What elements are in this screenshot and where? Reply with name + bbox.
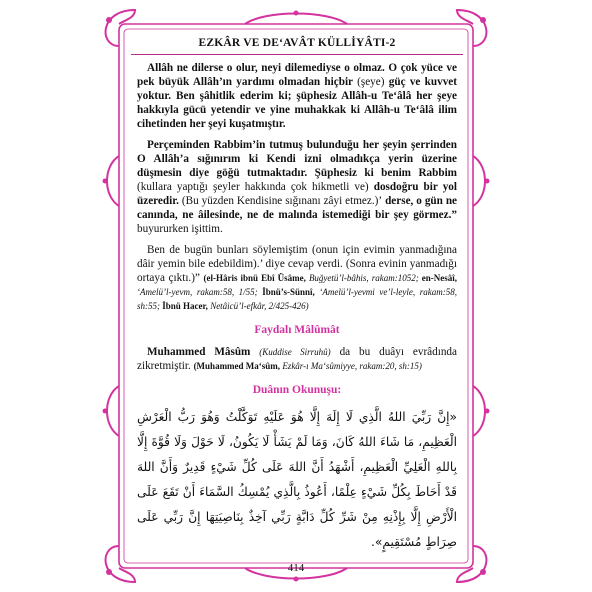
paragraph-malumat: Muhammed Mâsûm (Kuddise Sirruhû) da bu duâyı evrâdında zikretmiştir. (Muhammed Ma‘sûm, Ezkâr-ı Ma‘sûmiyye, rakam:20, sh:15) (137, 346, 457, 372)
paragraph-3: Ben de bugün bunları söylemiştim (onun için evimin yanmadığına dâir yemin bile edebildim).’ diye cevap verdi. (Sonra evinin yanmadığı ortaya çıktı.)” (el-Hâris ibnü Ebî Üsâme, Buğyetü’l-bâhis, rakam:1052; en-Nesâî, ‘Amelü’l-yevm, rakam:58, 1/55; İbnü’s-Sünnî, ‘Amelü’l-yevmi ve’l-leyle, rakam:58, sh:55; İbnü Hacer, Netâicü’l-efkâr, 2/425-426) (137, 244, 457, 311)
book-page (95, 6, 497, 586)
paragraph-1: Allâh ne dilerse o olur, neyi dilemediyse o olmaz. O çok yüce ve pek büyük Allâh’ın yardımı olmadan hiçbir (şeye) güç ve kuvvet yoktur. Ben şâhitlik ederim ki; şüphesiz Allâh-u Te‘âlâ her şeye hakkıyla gücü yetendir ve yine muhakkak ki Allâh-u Te‘âlâ ilim cihetinden her şeyi kuşatmıştır. (137, 62, 458, 130)
running-header: EZKÂR VE DE‘AVÂT KÜLLİYÂTI-2 (198, 37, 396, 49)
page-content (137, 36, 457, 555)
header-rule (131, 54, 463, 55)
page-number: 414 (287, 562, 305, 574)
section-title-faydali-malumat: Faydalı Mâlûmât (254, 324, 340, 336)
paragraph-2: Perçeminden Rabbim’in tutmuş bulunduğu her şeyin şerrinden O Allâh’a sığınırım ki Kendi izni olmadıkça yerin üzerine düşmesin diye göğü tutmaktadır. Şüphesiz ki benim Rabbim (kullara yaptığı şeyler hakkında çok hikmetli ve) dosdoğru bir yol üzeredir. (Bu yüzden Kendisine sığınanı zâyi etmez.)’ derse, o gün ne canında, ne âilesinde, ne de malında istemediği bir şey görmez.” buyururken işittim. (137, 139, 458, 235)
arabic-prayer-text: «إِنَّ رَبِّيَ اللهُ الَّذِي لَا إِلَهَ إِلَّا هُوَ عَلَيْهِ تَوَكَّلْتُ وَهُوَ رَبُّ الْعَرْشِ الْعَظِيمِ، مَا شَاءَ اللهُ كَانَ، وَمَا لَمْ يَشَأْ لَا يَكُونُ، لَا حَوْلَ وَلَا قُوَّةَ إِلَّا بِاللهِ الْعَلِيِّ الْعَظِيمِ، أَشْهَدُ أَنَّ اللهَ عَلَى كُلِّ شَيْءٍ قَدِيرٌ وَأَنَّ اللهَ قَدْ أَحَاطَ بِكُلِّ شَيْءٍ عِلْمًا، أَعُوذُ بِالَّذِي يُمْسِكُ السَّمَاءَ أَنْ تَقَعَ عَلَى الْأَرْضِ إِلَّا بِإِذْنِهِ مِنْ شَرِّ كُلِّ دَابَّةٍ رَبِّي آخِذٌ بِنَاصِيَتِهَا إِنَّ رَبِّي عَلَى صِرَاطٍ مُسْتَقِيمٍ». (137, 410, 457, 549)
section-title-duanin-okunusu: Duânın Okunuşu: (252, 384, 342, 396)
